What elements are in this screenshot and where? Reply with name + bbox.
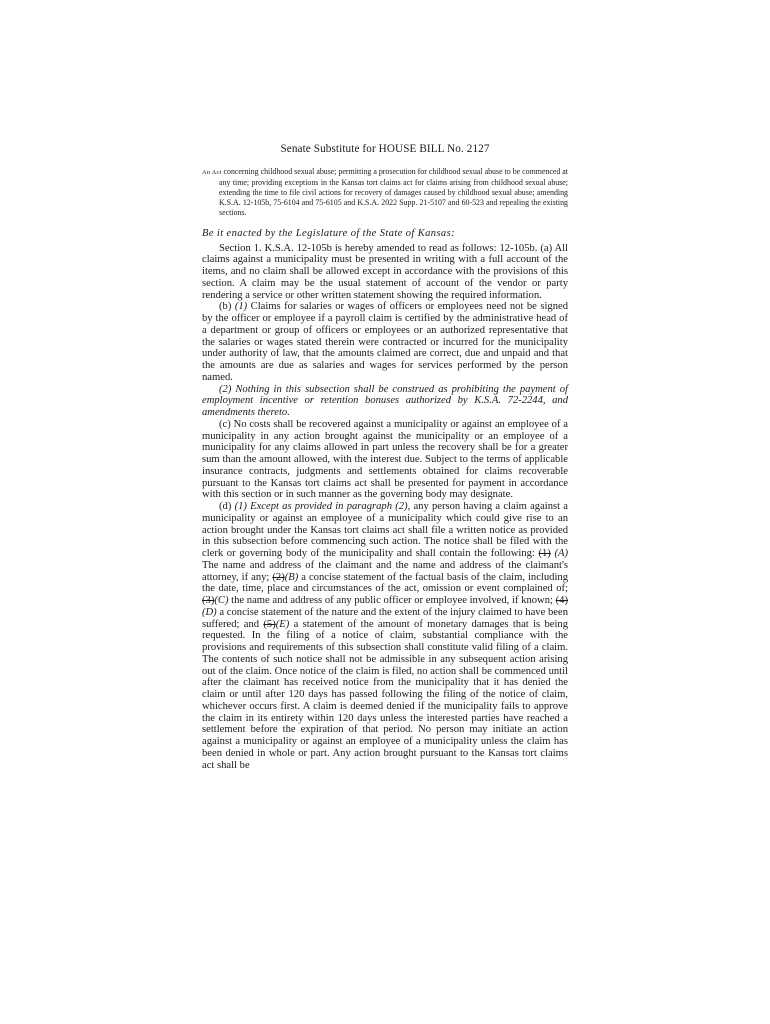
enacting-clause: Be it enacted by the Legislature of the State of Kansas:: [202, 227, 455, 239]
text-segment: (2): [272, 571, 285, 583]
text-segment: (D): [202, 606, 217, 618]
paragraph-p1: [202, 243, 568, 302]
paragraph-p5: [202, 501, 568, 771]
text-segment: a statement of the amount of monetary damages that is being requested. In the filing of a notice of claim, substantial compliance with the provisions and requirements of this subsection shall constitute valid filing of a claim. The contents of such notice shall not be admissible in any subsequent action arising out of the claim. Once notice of the claim is filed, no action shall be commenced until after the claimant has received notice from the municipality that it has denied the claim or until after 120 days has passed following the filing of the notice of claim, whichever occurs first. A claim is deemed denied if the municipality fails to approve the claim in its entirety within 120 days unless the interested parties have reached a settlement before the expiration of that period. No person may initiate an action against a municipality or against an employee of a municipality unless the claim has been denied in whole or part. Any action brought pursuant to the Kansas tort claims act shall be: [202, 618, 568, 771]
act-text: concerning childhood sexual abuse; permitting a prosecution for childhood sexual abuse to be commenced at any time; providing exceptions in the Kansas tort claims act for claims arising from childhood sexual abuse; extending the time to file civil actions for recovery of damages caused by childhood sexual abuse; amending K.S.A. 12-105b, 75-6104 and 75-6105 and K.S.A. 2022 Supp. 21-5107 and 60-523 and repealing the existing sections.: [219, 167, 568, 217]
text-segment: Section 1. K.S.A. 12-105b is hereby amended to read as follows: 12-105b. (a) All claims against a municipality must be presented in writing with a full account of the items, and no claim shall be allowed except in accordance with the provisions of this section. A claim may be the usual statement of account of the vendor or party rendering a service or other written statement showing the required information.: [202, 242, 568, 301]
text-segment: (1): [234, 301, 248, 313]
text-segment: (b): [219, 301, 235, 313]
text-segment: (1): [538, 548, 551, 560]
text-segment: (C): [214, 595, 229, 607]
text-segment: (4): [555, 595, 568, 607]
text-segment: The name and address of the claimant and the name and address of the claimant's attorney, if any;: [202, 559, 568, 583]
act-summary: [202, 167, 568, 218]
act-lead: An Act: [202, 169, 222, 176]
text-segment: a concise statement of the nature and the extent of the injury claimed to have been suffered; and: [202, 606, 568, 630]
text-segment: Claims for salaries or wages of officers or employees need not be signed by the officer or employee if a payroll claim is certified by the administrative head of a department or group of officers or employees or an authorized representative that the salaries or wages stated therein were contracted or incurred for the municipality under authority of law, that the amounts claimed are correct, due and unpaid and that the amounts are due as salaries and wages for services performed by the person named.: [202, 301, 568, 383]
text-segment: (2) Nothing in this subsection shall be construed as prohibiting the payment of employment incentive or retention bonuses authorized by K.S.A. 72-2244, and amendments thereto.: [202, 383, 568, 419]
text-segment: (B): [284, 571, 299, 583]
text-segment: a concise statement of the factual basis of the claim, including the date, time, place and circumstances of the act, omission or event complained of;: [202, 571, 569, 595]
bill-title: Senate Substitute for HOUSE BILL No. 2127: [280, 143, 490, 155]
bill-body: [202, 243, 568, 772]
paragraph-p4: [202, 419, 568, 501]
text-segment: (E): [275, 618, 290, 630]
text-segment: (d): [219, 501, 235, 513]
text-segment: (3): [202, 595, 215, 607]
paragraph-p2: [202, 301, 568, 383]
text-segment: any person having a claim against a municipality or against an employee of a municipality which could give rise to an action brought under the Kansas tort claims act shall file a written notice as provided in this subsection before commencing such action. The notice shall be filed with the clerk or governing body of the municipality and shall contain the following:: [202, 501, 568, 560]
text-segment: (A): [554, 548, 568, 560]
text-segment: the name and address of any public officer or employee involved, if known;: [228, 595, 556, 607]
text-segment: (c) No costs shall be recovered against a municipality or against an employee of a municipality in any action brought against the municipality or an employee of a municipality for any claims allowed in part unless the recovery shall be for a greater sum than the amount allowed, with the interest due. Subject to the terms of applicable insurance contracts, judgments and settlements obtained for claims recoverable pursuant to the Kansas tort claims act shall be presented for payment in accordance with this section or in such manner as the governing body may designate.: [202, 418, 568, 501]
text-segment: (1) Except as provided in paragraph (2),: [234, 501, 411, 513]
text-segment: (5): [263, 618, 276, 630]
document-page: [202, 143, 568, 771]
paragraph-p3: [202, 384, 568, 419]
